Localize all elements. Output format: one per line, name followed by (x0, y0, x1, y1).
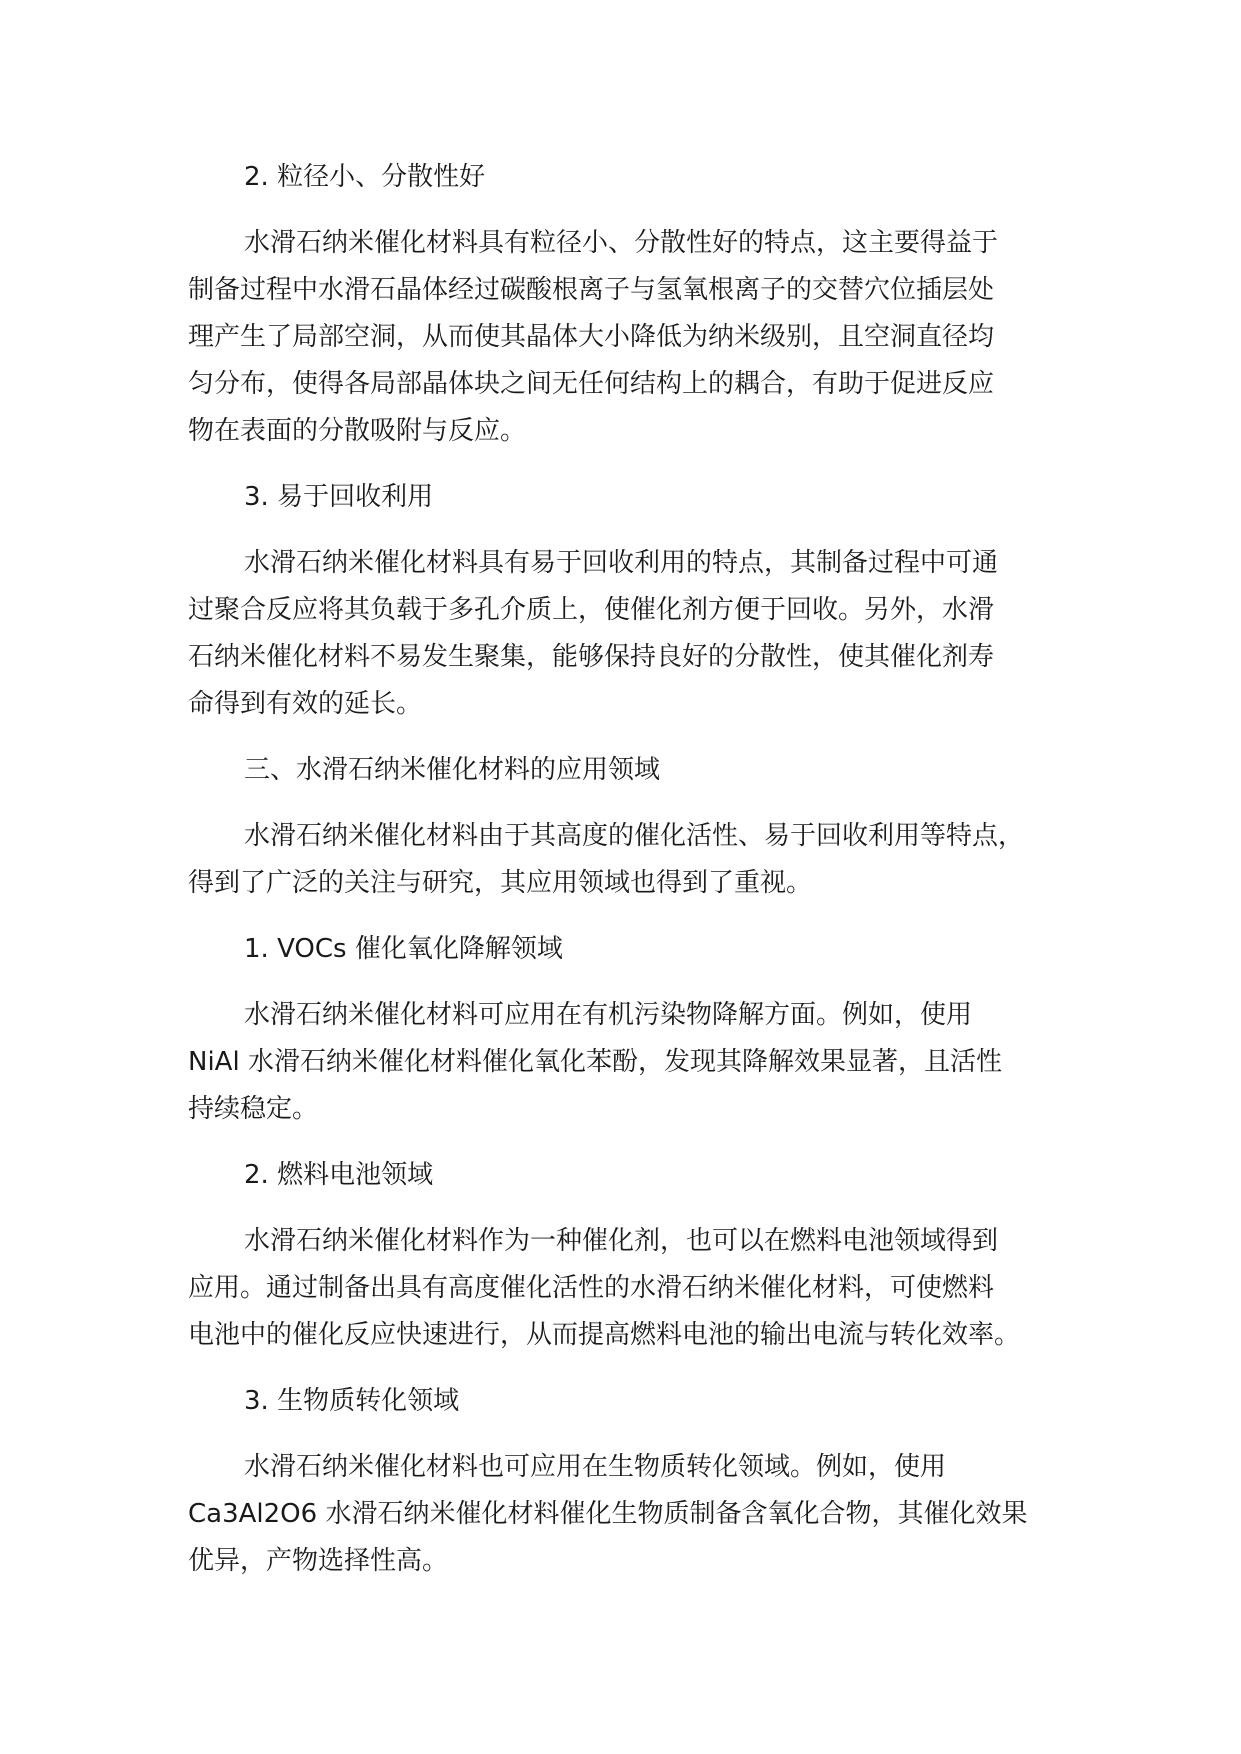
paragraph-vocs (188, 992, 1088, 1133)
heading-recycling: 3. 易于回收利用 (244, 482, 434, 512)
text-line: 电池中的催化反应快速进行，从而提高燃料电池的输出电流与转化效率。 (188, 1320, 1021, 1350)
heading-vocs: 1. VOCs 催化氧化降解领域 (244, 934, 563, 964)
paragraph-applications (188, 813, 1088, 907)
heading-fuel-cell: 2. 燃料电池领域 (244, 1160, 434, 1190)
paragraph-fuel-cell (188, 1218, 1088, 1359)
text-line: Ca3Al2O6 水滑石纳米催化材料催化生物质制备含氧化合物，其催化效果 (188, 1499, 1028, 1529)
text-line: 水滑石纳米催化材料具有粒径小、分散性好的特点，这主要得益于 (244, 228, 999, 258)
text-line: 水滑石纳米催化材料可应用在有机污染物降解方面。例如，使用 (244, 1000, 973, 1030)
paragraph-biomass (188, 1444, 1088, 1585)
text-line: 水滑石纳米催化材料作为一种催化剂，也可以在燃料电池领域得到 (244, 1226, 999, 1256)
text-line: 制备过程中水滑石晶体经过碳酸根离子与氢氧根离子的交替穴位插层处 (188, 275, 995, 305)
text-line: 石纳米催化材料不易发生聚集，能够保持良好的分散性，使其催化剂寿 (188, 642, 995, 672)
text-line: 理产生了局部空洞，从而使其晶体大小降低为纳米级别，且空洞直径均 (188, 322, 995, 352)
text-line: 水滑石纳米催化材料由于其高度的催化活性、易于回收利用等特点， (244, 821, 1025, 851)
heading-biomass: 3. 生物质转化领域 (244, 1386, 460, 1416)
text-line: 水滑石纳米催化材料也可应用在生物质转化领域。例如，使用 (244, 1452, 947, 1482)
heading-particle-size: 2. 粒径小、分散性好 (244, 162, 486, 192)
text-line: 匀分布，使得各局部晶体块之间无任何结构上的耦合，有助于促进反应 (188, 369, 995, 399)
paragraph-recycling (188, 540, 1088, 728)
text-line: 持续稳定。 (188, 1094, 319, 1124)
paragraph-particle-size (188, 220, 1088, 455)
text-line: 得到了广泛的关注与研究，其应用领域也得到了重视。 (188, 868, 813, 898)
text-line: 过聚合反应将其负载于多孔介质上，使催化剂方便于回收。另外，水滑 (188, 595, 995, 625)
text-line: 应用。通过制备出具有高度催化活性的水滑石纳米催化材料，可使燃料 (188, 1273, 995, 1303)
text-line: 优异，产物选择性高。 (188, 1546, 449, 1576)
document-body (188, 154, 1088, 1604)
text-line: NiAl 水滑石纳米催化材料催化氧化苯酚，发现其降解效果显著，且活性 (188, 1047, 1002, 1077)
heading-applications: 三、水滑石纳米催化材料的应用领域 (244, 755, 661, 785)
text-line: 水滑石纳米催化材料具有易于回收利用的特点，其制备过程中可通 (244, 548, 999, 578)
text-line: 物在表面的分散吸附与反应。 (188, 416, 527, 446)
text-line: 命得到有效的延长。 (188, 689, 423, 719)
